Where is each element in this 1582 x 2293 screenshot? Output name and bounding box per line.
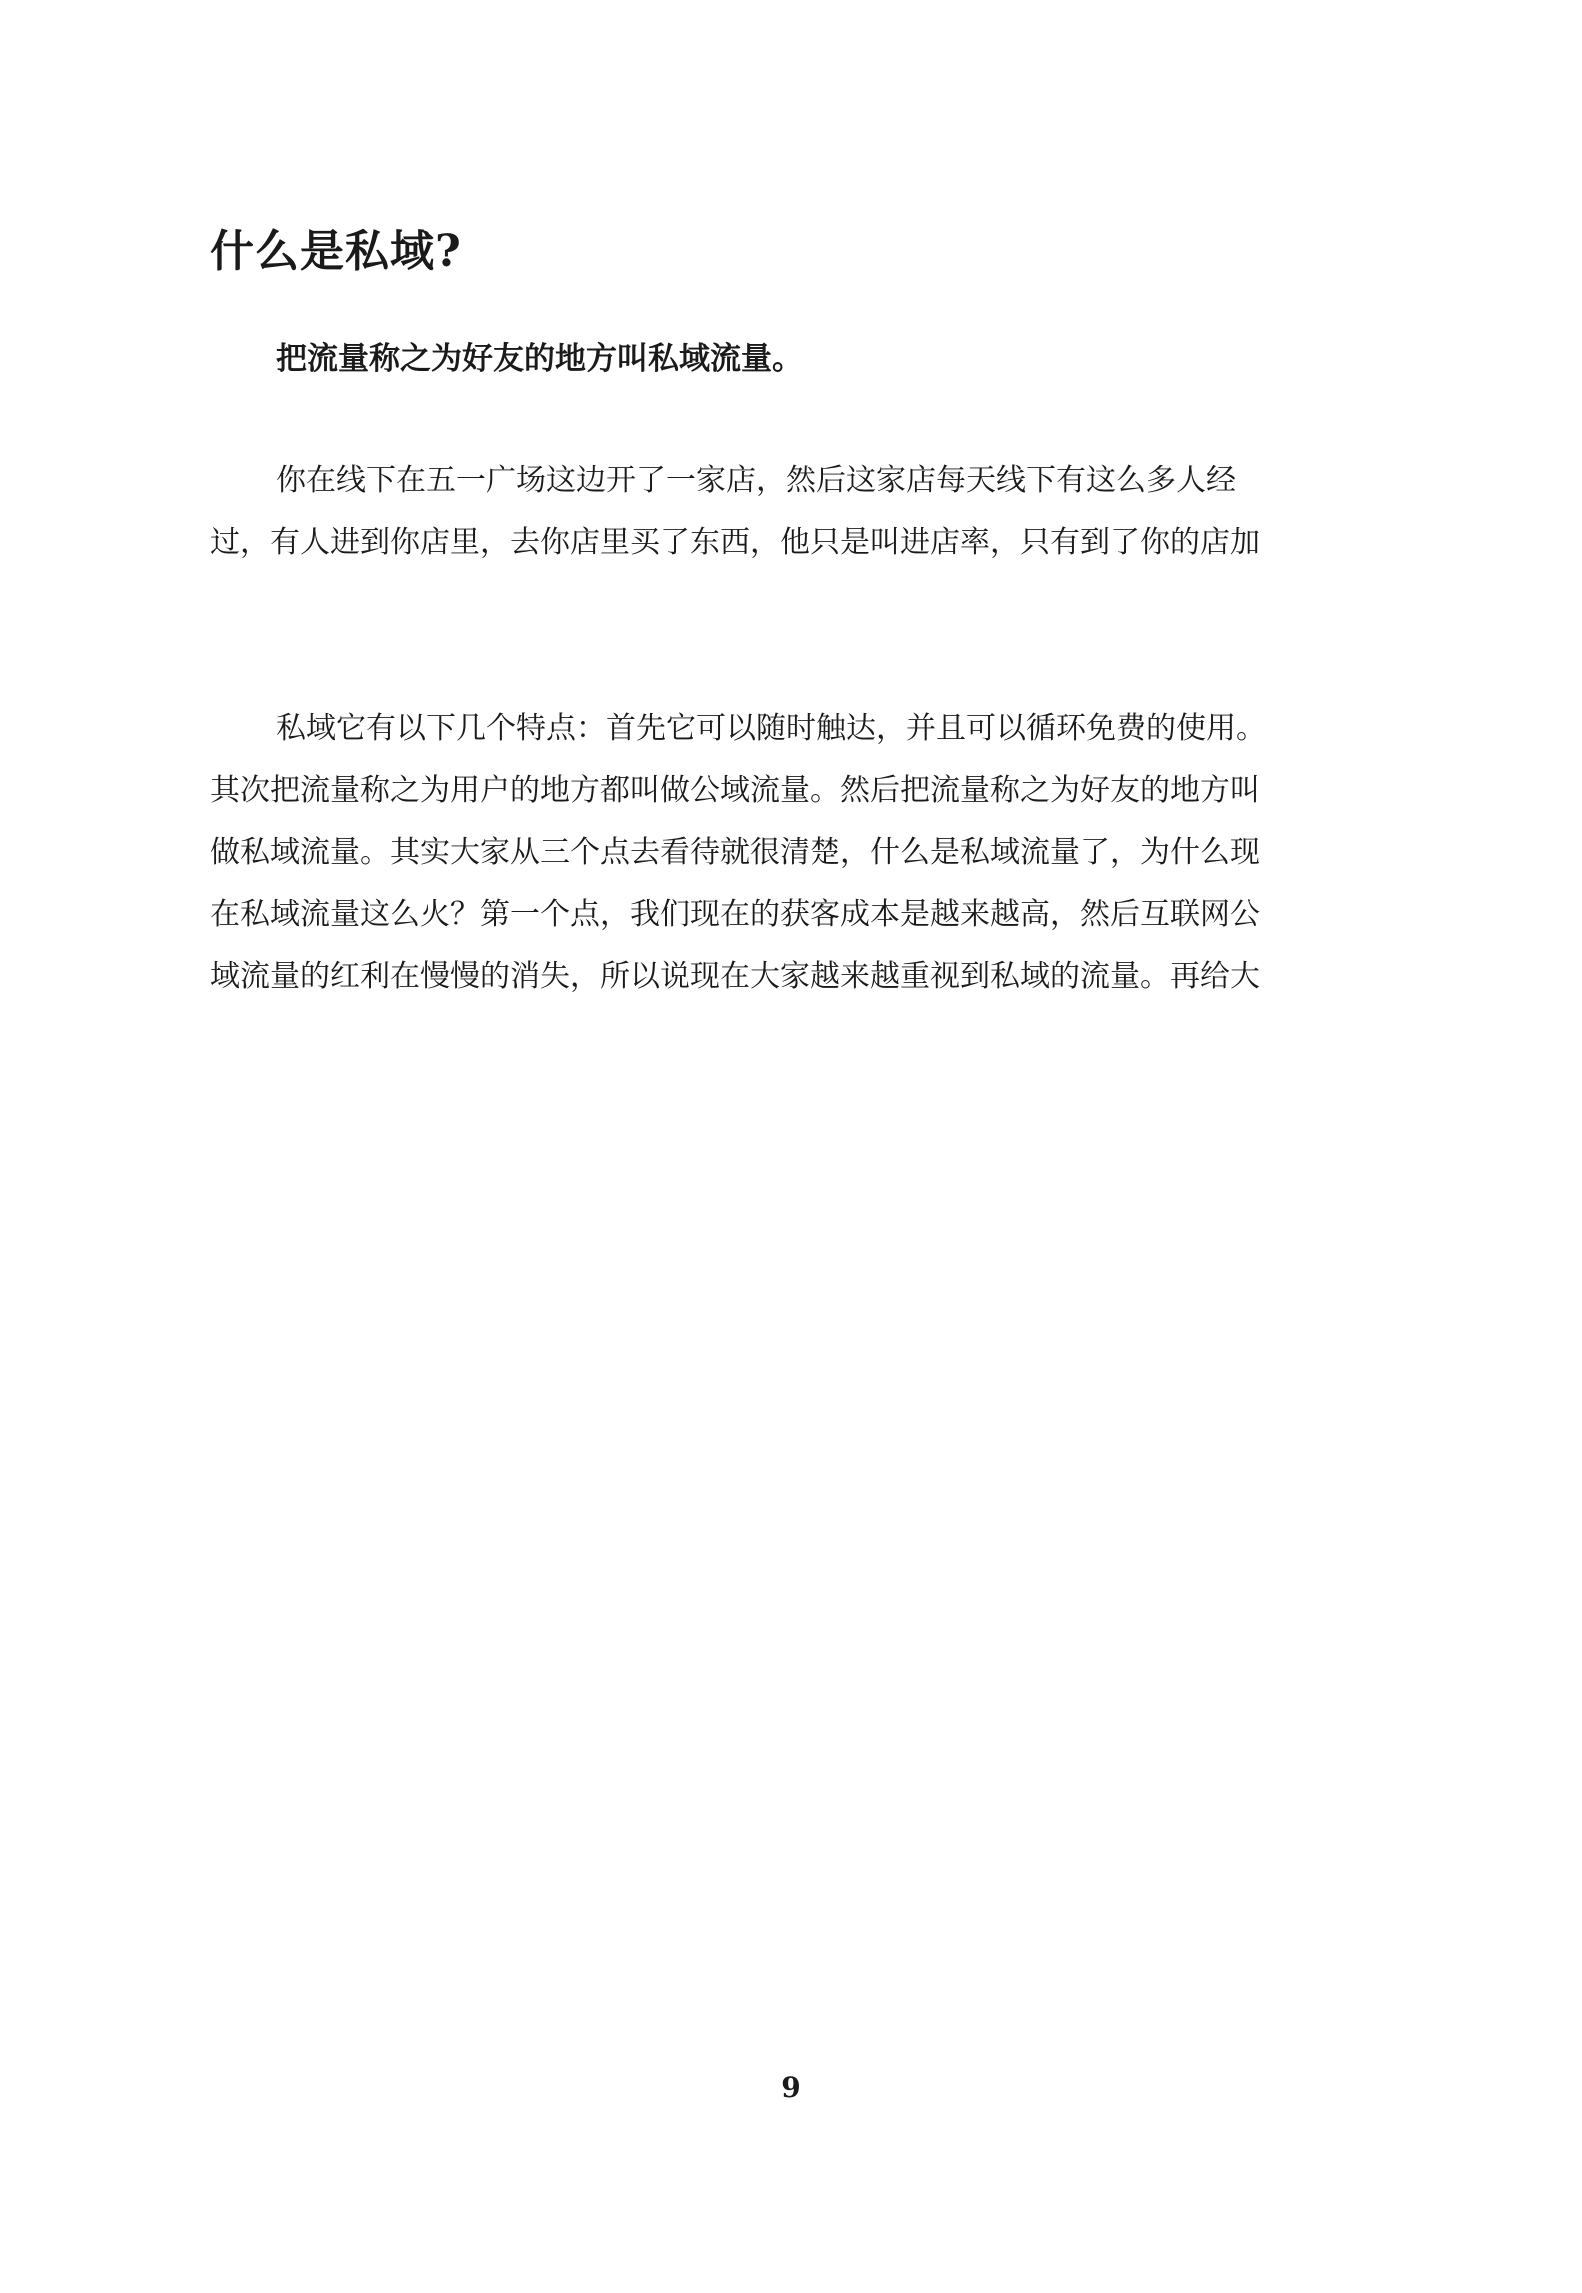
paragraph-line: 你在线下在五一广场这边开了一家店，然后这家店每天线下有这么多人经 <box>276 463 1236 498</box>
paragraph-line: 域流量的红利在慢慢的消失，所以说现在大家越来越重视到私域的流量。再给大 <box>210 959 1260 994</box>
paragraph-2 <box>210 698 1330 1008</box>
section-subheading: 把流量称之为好友的地方叫私域流量。 <box>276 341 803 377</box>
paragraph-line: 其次把流量称之为用户的地方都叫做公域流量。然后把流量称之为好友的地方叫 <box>210 773 1260 808</box>
page-number: 9 <box>781 2071 801 2104</box>
section-heading: 什么是私域? <box>210 226 462 277</box>
paragraph-1 <box>210 450 1330 574</box>
paragraph-line: 过，有人进到你店里，去你店里买了东西，他只是叫进店率，只有到了你的店加 <box>210 525 1260 560</box>
paragraph-line: 私域它有以下几个特点：首先它可以随时触达，并且可以循环免费的使用。 <box>276 711 1266 746</box>
paragraph-line: 在私域流量这么火？第一个点，我们现在的获客成本是越来越高，然后互联网公 <box>210 897 1260 932</box>
paragraph-line: 做私域流量。其实大家从三个点去看待就很清楚，什么是私域流量了，为什么现 <box>210 835 1260 870</box>
